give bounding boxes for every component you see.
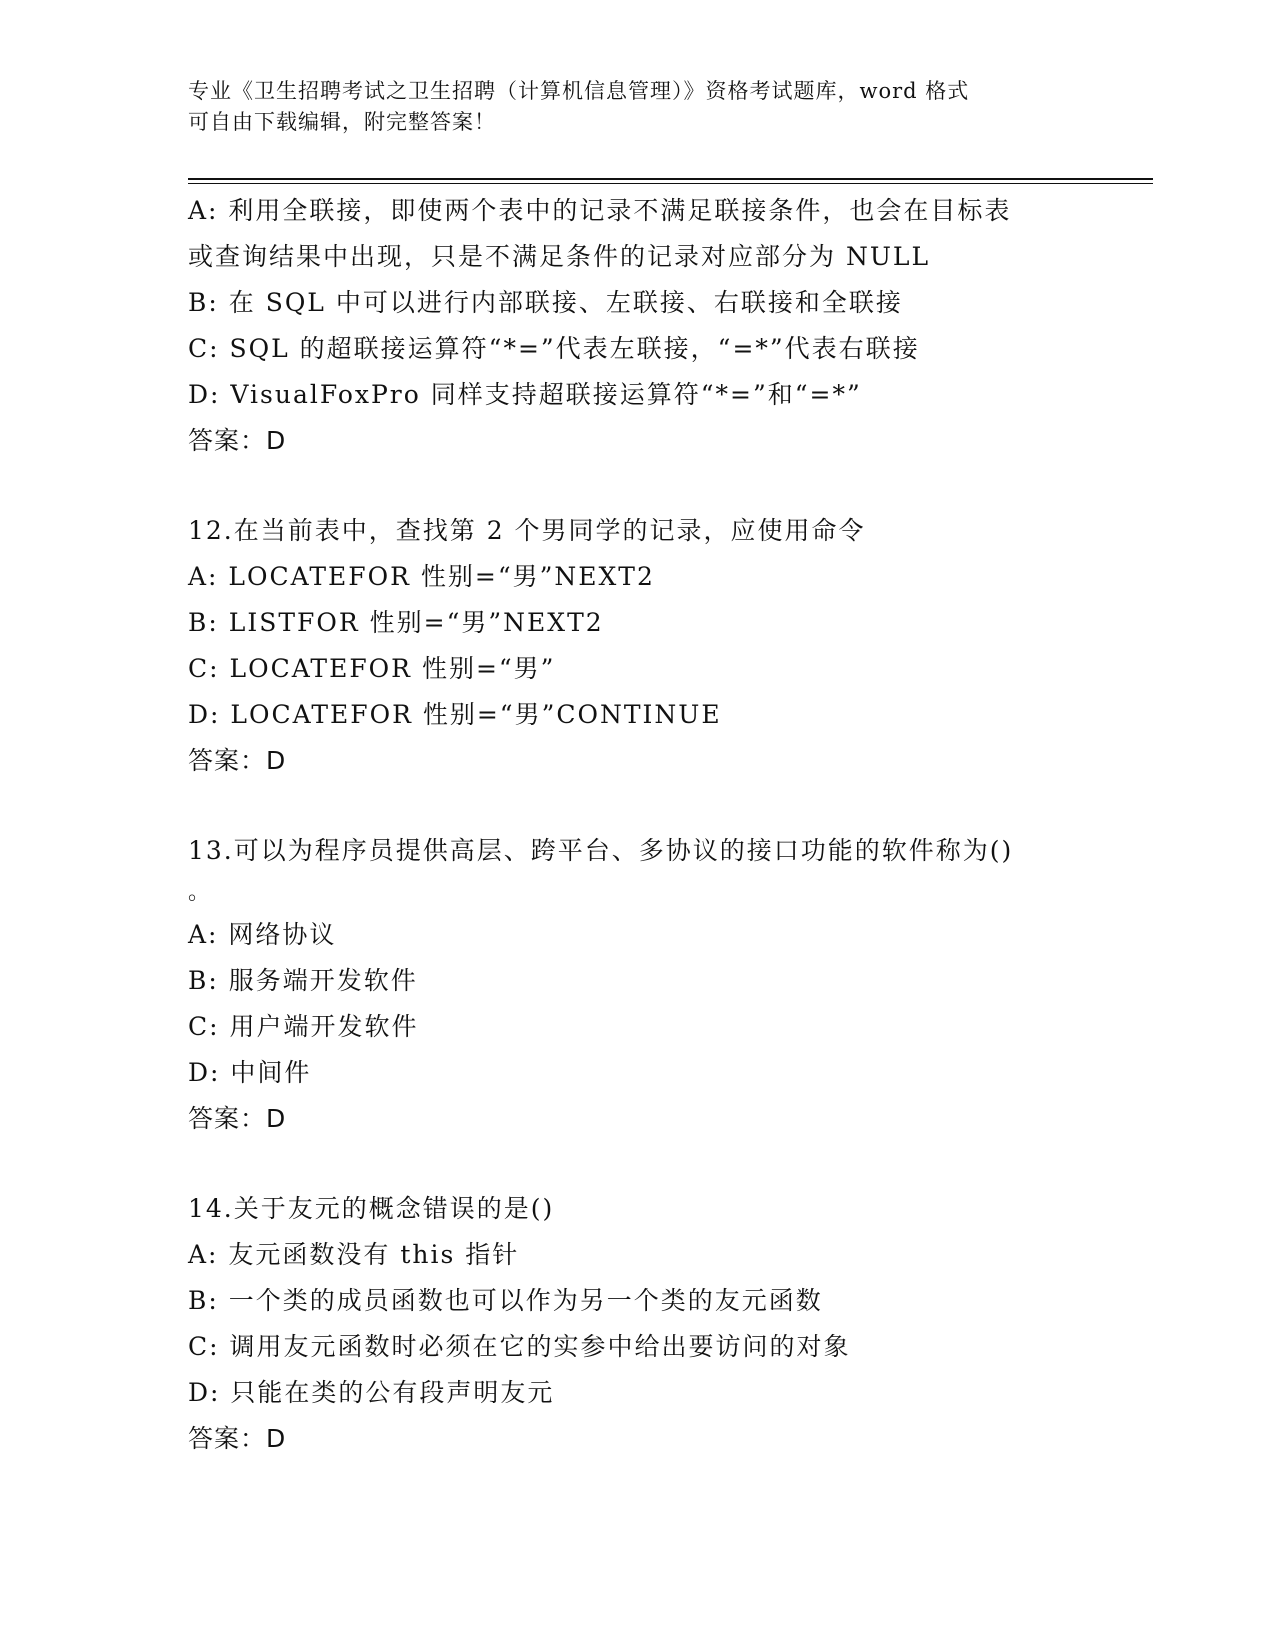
- option-c: C: SQL 的超联接运算符“*=”代表左联接，“=*”代表右联接: [188, 334, 920, 363]
- answer-line: 答案：D: [188, 426, 287, 455]
- option-b: B: 在 SQL 中可以进行内部联接、左联接、右联接和全联接: [188, 288, 903, 317]
- answer-line: 答案：D: [188, 746, 287, 775]
- question-block-14: [188, 1186, 1088, 1462]
- option-a-line2: 或查询结果中出现，只是不满足条件的记录对应部分为 NULL: [188, 242, 931, 271]
- question-text-tail: 。: [188, 880, 213, 905]
- question-block-11: [188, 188, 1088, 464]
- option-c: C: 用户端开发软件: [188, 1012, 419, 1041]
- option-d: D: 只能在类的公有段声明友元: [188, 1378, 555, 1407]
- header-divider-thin: [188, 183, 1153, 184]
- option-b: B: LISTFOR 性别=“男”NEXT2: [188, 608, 604, 637]
- answer-line: 答案：D: [188, 1424, 287, 1453]
- option-d: D: 中间件: [188, 1058, 312, 1087]
- question-content: [188, 188, 1088, 1462]
- question-text: 13.可以为程序员提供高层、跨平台、多协议的接口功能的软件称为(): [188, 836, 1014, 865]
- option-a-line1: A: 利用全联接，即使两个表中的记录不满足联接条件，也会在目标表: [188, 196, 1012, 225]
- option-a: A: 网络协议: [188, 920, 337, 949]
- option-d: D: LOCATEFOR 性别=“男”CONTINUE: [188, 700, 722, 729]
- option-a: A: LOCATEFOR 性别=“男”NEXT2: [188, 562, 655, 591]
- header-divider-thick: [188, 178, 1153, 180]
- question-text: 12.在当前表中，查找第 2 个男同学的记录，应使用命令: [188, 516, 866, 545]
- option-c: C: LOCATEFOR 性别=“男”: [188, 654, 556, 683]
- option-b: B: 服务端开发软件: [188, 966, 418, 995]
- header-title-line1: 专业《卫生招聘考试之卫生招聘（计算机信息管理）》资格考试题库，word 格式: [188, 79, 970, 103]
- question-text: 14.关于友元的概念错误的是(): [188, 1194, 555, 1223]
- option-b: B: 一个类的成员函数也可以作为另一个类的友元函数: [188, 1286, 823, 1315]
- option-d: D: VisualFoxPro 同样支持超联接运算符“*=”和“=*”: [188, 380, 862, 409]
- question-block-13: [188, 828, 1088, 1142]
- option-c: C: 调用友元函数时必须在它的实参中给出要访问的对象: [188, 1332, 851, 1361]
- header-title-line2: 可自由下载编辑，附完整答案！: [188, 110, 496, 134]
- document-header: [188, 76, 1068, 138]
- question-block-12: [188, 508, 1088, 784]
- option-a: A: 友元函数没有 this 指针: [188, 1240, 520, 1269]
- answer-line: 答案：D: [188, 1104, 287, 1133]
